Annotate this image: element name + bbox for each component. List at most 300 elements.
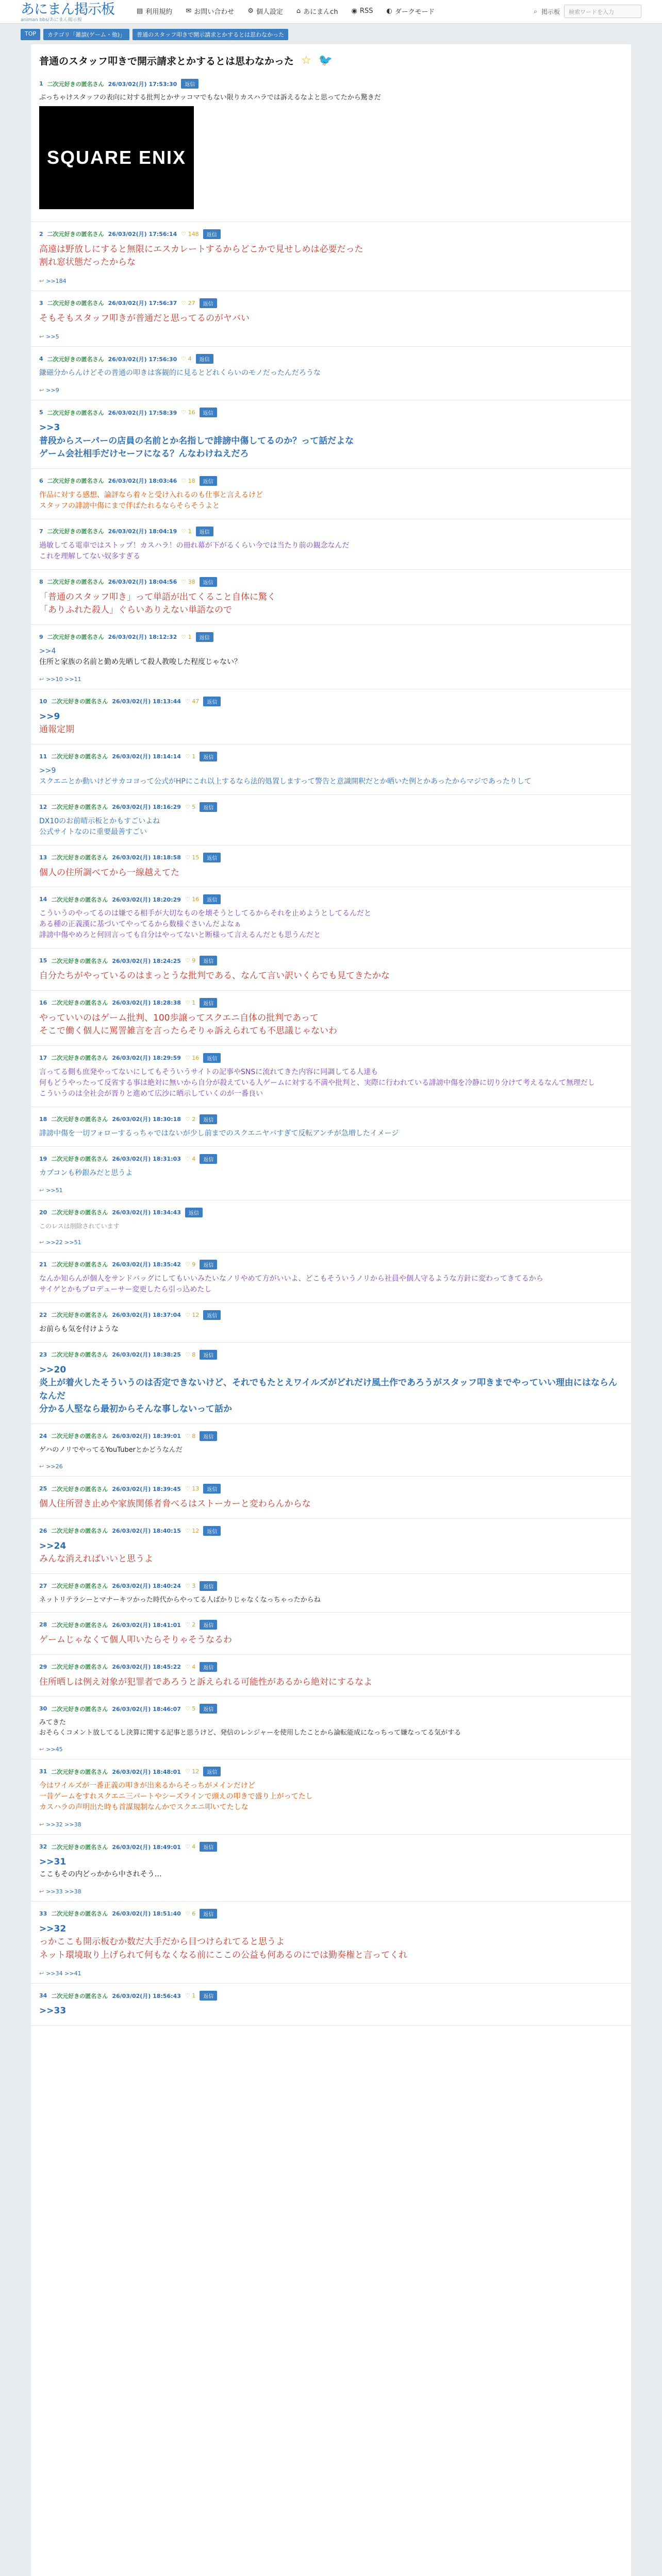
like-button[interactable] (185, 1843, 195, 1850)
post-line: 「普通のスタッフ叩き」って単語が出てくること自体に驚く (39, 591, 276, 602)
poster-name: 二次元好きの匿名さん (47, 579, 104, 585)
poster-name: 二次元好きの匿名さん (51, 1583, 108, 1589)
post-line: 分かる人堅なら最初からそんな事しないって話か (39, 1404, 232, 1414)
reply-button[interactable]: 返信 (200, 1350, 217, 1360)
like-count: 4 (192, 1843, 196, 1850)
like-button[interactable] (185, 1768, 199, 1775)
post-date: 26/03/02(月) 18:29:59 (112, 1055, 181, 1061)
like-count: 8 (192, 1432, 196, 1439)
post-body (39, 1780, 623, 1820)
poster-name: 二次元好きの匿名さん (51, 1209, 108, 1216)
search-icon: ⌕ (534, 7, 537, 15)
anchor-link[interactable]: >>33 (39, 2006, 67, 2016)
post-line: 普段からスーパーの店員の名前とか名指しで誹謗中傷してるのか？って話だよな (39, 435, 354, 446)
reply-button[interactable]: 返信 (200, 802, 217, 812)
reply-button[interactable]: 返信 (200, 1662, 217, 1672)
like-button[interactable] (181, 579, 195, 585)
nav-animanch[interactable]: ⌂ あにまんch (296, 7, 338, 16)
post-number[interactable]: 24 (39, 1432, 47, 1439)
nav-dark-mode[interactable]: ◐ ダークモード (386, 7, 435, 16)
poster-name: 二次元好きの匿名さん (51, 1433, 108, 1439)
reply-arrow-icon: ↩ (39, 277, 44, 284)
reply-anchors[interactable]: >>34 >>41 (46, 1970, 81, 1977)
post-header (39, 1613, 623, 1633)
post-header (39, 1343, 623, 1363)
post (31, 72, 631, 222)
post-header (39, 291, 623, 311)
post-number[interactable]: 11 (39, 753, 47, 760)
poster-name: 二次元好きの匿名さん (51, 1910, 108, 1917)
like-button[interactable] (185, 1116, 195, 1123)
post-date: 26/03/02(月) 18:12:32 (108, 634, 177, 640)
post-number[interactable]: 14 (39, 896, 47, 903)
post-date: 26/03/02(月) 17:53:30 (108, 80, 177, 88)
like-button[interactable] (181, 634, 191, 640)
nav-terms[interactable]: ▤ 利用規約 (137, 7, 173, 16)
post-number[interactable]: 16 (39, 999, 47, 1006)
post-line: 住所晒しは例え対象が犯罪者であろうと訴えられる可能性があるから絶対にするなよ (39, 1676, 372, 1687)
toggle-icon: ◐ (386, 7, 392, 15)
post-body (39, 420, 623, 468)
reply-button[interactable]: 返信 (200, 408, 217, 417)
poster-name: 二次元好きの匿名さん (51, 854, 108, 861)
post (31, 1303, 631, 1343)
reply-links[interactable] (39, 1820, 623, 1834)
post-number[interactable]: 18 (39, 1115, 47, 1123)
like-button[interactable] (185, 1528, 199, 1534)
like-button[interactable] (185, 1351, 195, 1358)
post-line: ネット環境取り上げられて何もなくなる前にここの公益も何あるのにでは勤奏権と言ってくれ (39, 1950, 407, 1960)
anchor-link[interactable]: >>9 (39, 711, 60, 722)
poster-name: 二次元好きの匿名さん (51, 896, 108, 903)
post-line: ある種の正義漢に基づいてやってるから数様ぐさいんだよなぁ (39, 920, 241, 928)
like-button[interactable] (185, 1156, 195, 1162)
reply-button[interactable]: 返信 (200, 1431, 217, 1441)
reply-button[interactable]: 返信 (196, 527, 213, 536)
post-line: カプコンも秒銀みだと思うよ (39, 1168, 133, 1177)
post (31, 469, 631, 519)
search-scope-label[interactable]: 掲示板 (541, 8, 560, 15)
reply-button[interactable]: 返信 (200, 956, 217, 965)
post (31, 291, 631, 347)
post-body (39, 1066, 623, 1107)
post-line: みてきた (39, 1719, 67, 1726)
post-header (39, 1424, 623, 1444)
post-number[interactable]: 20 (39, 1209, 47, 1216)
reply-links[interactable] (39, 1887, 623, 1901)
reply-button[interactable]: 返信 (203, 1526, 221, 1536)
like-count: 8 (192, 1351, 196, 1358)
post-line: 作品に対する感想、論評なら着々と受け入れるのも仕事と言えるけど (39, 490, 263, 499)
post-header (39, 1200, 623, 1221)
post-line: 公式サイトなのに重要最善すごい (39, 827, 147, 836)
breadcrumb-category[interactable]: カテゴリ「雑談(ゲーム・他)」 (43, 29, 129, 40)
post-number[interactable]: 30 (39, 1705, 47, 1712)
reply-links[interactable] (39, 332, 623, 346)
post-body (39, 311, 623, 333)
breadcrumb-thread[interactable]: 普通のスタッフ叩きで開示請求とかするとは思わなかった (133, 29, 288, 40)
post-body (39, 1717, 623, 1745)
post-body (39, 539, 623, 569)
reply-anchors[interactable]: >>184 (46, 277, 67, 284)
search-input[interactable]: 検索ワードを入力 (564, 5, 641, 18)
post-number[interactable]: 25 (39, 1485, 47, 1492)
nav-settings[interactable]: ⚙ 個人設定 (247, 7, 283, 16)
anchor-link[interactable]: >>20 (39, 1364, 67, 1375)
post-date: 26/03/02(月) 18:24:25 (112, 957, 181, 964)
post-line: そもそもスタッフ叩きが普通だと思ってるのがヤバい (39, 313, 250, 324)
post-date: 26/03/02(月) 18:28:38 (112, 999, 181, 1006)
reply-button[interactable]: 返信 (200, 752, 217, 761)
reply-arrow-icon: ↩ (39, 387, 44, 394)
like-count: 38 (188, 578, 195, 585)
reply-anchors[interactable]: >>26 (46, 1463, 63, 1470)
post-header (39, 1147, 623, 1167)
post-number[interactable]: 13 (39, 854, 47, 861)
like-button[interactable] (185, 999, 195, 1006)
post-header (39, 72, 623, 92)
poster-name: 二次元好きの匿名さん (51, 957, 108, 964)
reply-links[interactable] (39, 1462, 623, 1476)
post-body (39, 1594, 623, 1613)
post-number[interactable]: 6 (39, 477, 43, 484)
poster-name: 二次元好きの匿名さん (47, 355, 104, 363)
like-button[interactable] (181, 409, 195, 416)
reply-links[interactable] (39, 1969, 623, 1983)
post-number[interactable]: 15 (39, 957, 47, 964)
post-body (39, 765, 623, 794)
post (31, 1107, 631, 1147)
reply-button[interactable]: 返信 (203, 697, 221, 706)
post-number[interactable]: 33 (39, 1910, 47, 1917)
reply-anchors[interactable]: >>32 >>38 (46, 1821, 81, 1828)
post-number[interactable]: 23 (39, 1351, 47, 1358)
post-header (39, 1835, 623, 1855)
post-line: スクエニとか動いけどサカコヨって公式がHPにこれ以上するなら法的処置しますって警告と意識開釈だとか晒いた例とかあったからマジであったりして (39, 777, 532, 786)
like-button[interactable] (185, 1055, 199, 1061)
reply-arrow-icon: ↩ (39, 1463, 44, 1470)
like-button[interactable] (185, 1583, 195, 1589)
reply-button[interactable]: 返信 (200, 1114, 217, 1124)
poster-name: 二次元好きの匿名さん (47, 231, 104, 238)
reply-arrow-icon: ↩ (39, 1746, 44, 1753)
post-header (39, 469, 623, 489)
like-button[interactable] (181, 300, 195, 307)
like-button[interactable] (185, 753, 195, 760)
post-number[interactable]: 2 (39, 230, 43, 238)
heart-icon: ♡ (181, 230, 188, 238)
like-count: 15 (192, 854, 200, 861)
reply-button[interactable]: 返信 (200, 476, 217, 486)
like-button[interactable] (181, 528, 191, 535)
reply-anchors[interactable]: >>10 >>11 (46, 675, 81, 683)
reply-anchors[interactable]: >>33 >>38 (46, 1888, 81, 1895)
like-count: 5 (192, 803, 196, 810)
post-body (39, 1167, 623, 1186)
post-date: 26/03/02(月) 18:40:15 (112, 1528, 181, 1534)
reply-button[interactable]: 返信 (200, 1991, 217, 2001)
reply-button[interactable]: 返信 (203, 853, 221, 862)
post-date: 26/03/02(月) 18:35:42 (112, 1261, 181, 1268)
anchor-link[interactable]: >>24 (39, 1540, 67, 1551)
post-number[interactable]: 9 (39, 633, 43, 640)
mail-icon: ✉ (186, 7, 192, 15)
post (31, 400, 631, 469)
like-button[interactable] (185, 804, 195, 810)
post-number[interactable]: 28 (39, 1621, 47, 1628)
heart-icon: ♡ (185, 999, 192, 1006)
post-line: このレスは削除されています (39, 1222, 120, 1230)
post-line: 炎上が着火したそういうのは否定できないけど、それでもたとえワイルズがどれだけ風土作であろうがスタッフ叩きまでやっていい理由にはならんなんだ (39, 1378, 617, 1401)
reply-button[interactable]: 返信 (200, 1704, 217, 1714)
logo-main: あにまん掲示板 (21, 2, 114, 18)
like-button[interactable] (185, 1261, 195, 1268)
post-line: ネットリテラシーとマナーキツかった時代からやってる人ばかりじゃなくなっちゃったからね (39, 1596, 321, 1604)
like-count: 6 (192, 1910, 196, 1917)
post-body (39, 489, 623, 519)
post-line: これを理解してない奴多すぎる (39, 552, 140, 561)
post-date: 26/03/02(月) 18:18:58 (112, 854, 181, 861)
post-line: サイゲとかもプロデューサー変更したら引っ込めたし (39, 1285, 212, 1294)
post-number[interactable]: 26 (39, 1527, 47, 1534)
post-line: 過敏してる電車ではストップ！カスハラ！の冊れ幕が下がるくらい今では当たり前の観念なんだ (39, 541, 350, 550)
post-image[interactable] (39, 106, 194, 209)
reply-button[interactable]: 返信 (200, 298, 217, 308)
reply-anchors[interactable]: >>45 (46, 1746, 63, 1753)
reply-links[interactable] (39, 675, 623, 689)
post-number[interactable]: 7 (39, 528, 43, 535)
post-header (39, 1303, 623, 1323)
post-body (39, 1363, 623, 1423)
reply-button[interactable]: 返信 (200, 1909, 217, 1919)
post (31, 1902, 631, 1984)
post-number[interactable]: 27 (39, 1582, 47, 1589)
like-button[interactable] (185, 1621, 195, 1628)
anchor-link[interactable]: >>32 (39, 1923, 67, 1934)
post (31, 845, 631, 888)
post-date: 26/03/02(月) 18:03:46 (108, 478, 177, 484)
reply-button[interactable]: 返信 (200, 1581, 217, 1591)
anchor-link[interactable]: >>3 (39, 422, 60, 433)
reply-button[interactable]: 返信 (181, 79, 198, 89)
post-header (39, 570, 623, 590)
reply-button[interactable]: 返信 (196, 354, 213, 364)
post-date: 26/03/02(月) 18:51:40 (112, 1910, 181, 1917)
anchor-link[interactable]: >>31 (39, 1857, 67, 1867)
reply-button[interactable]: 返信 (200, 1260, 217, 1269)
poster-name: 二次元好きの匿名さん (51, 1843, 108, 1851)
poster-name: 二次元好きの匿名さん (51, 1116, 108, 1123)
post-body (39, 1273, 623, 1302)
post-number[interactable]: 5 (39, 409, 43, 416)
post-number[interactable]: 17 (39, 1054, 47, 1061)
post-body (39, 2004, 623, 2025)
post-number[interactable]: 19 (39, 1155, 47, 1162)
reply-arrow-icon: ↩ (39, 1187, 44, 1194)
nav-contact[interactable]: ✉ お問い合わせ (186, 7, 235, 16)
post-header (39, 1519, 623, 1539)
post (31, 519, 631, 570)
reply-button[interactable]: 返信 (203, 1767, 221, 1776)
post (31, 1343, 631, 1424)
post-body (39, 1922, 623, 1970)
post-header (39, 519, 623, 539)
like-button[interactable] (185, 957, 195, 964)
post-line: そこで働く個人に罵詈雑言を言ったらそりゃ訴えられても不思議じゃないわ (39, 1026, 337, 1036)
like-count: 12 (192, 1768, 200, 1775)
reply-button[interactable]: 返信 (203, 894, 221, 904)
like-button[interactable] (185, 1705, 195, 1712)
post-number[interactable]: 3 (39, 299, 43, 307)
post-header (39, 887, 623, 907)
like-count: 148 (188, 230, 199, 238)
poster-name: 二次元好きの匿名さん (51, 1705, 108, 1713)
star-icon[interactable]: ☆ (301, 54, 311, 67)
post-body (39, 1127, 623, 1146)
heart-icon: ♡ (185, 1705, 192, 1712)
like-button[interactable] (185, 854, 199, 861)
post (31, 347, 631, 400)
post-line: スタッフの誹謗中傷にまで伴ぱたれるならそらそうよと (39, 501, 220, 510)
post-header (39, 400, 623, 420)
reply-button[interactable]: 返信 (200, 998, 217, 1008)
post (31, 1147, 631, 1200)
heart-icon: ♡ (185, 1351, 192, 1358)
heart-icon: ♡ (185, 896, 192, 903)
post-number[interactable]: 22 (39, 1311, 47, 1318)
reply-button[interactable]: 返信 (185, 1208, 203, 1217)
poster-name: 二次元好きの匿名さん (47, 80, 104, 88)
heart-icon: ♡ (185, 1485, 192, 1492)
poster-name: 二次元好きの匿名さん (51, 1261, 108, 1268)
post (31, 744, 631, 795)
site-logo[interactable] (21, 2, 124, 23)
like-count: 9 (192, 1261, 196, 1268)
like-button[interactable] (185, 1312, 199, 1318)
post-number[interactable]: 29 (39, 1663, 47, 1670)
like-count: 18 (188, 477, 195, 484)
reply-button[interactable]: 返信 (196, 632, 213, 642)
post-date: 26/03/02(月) 18:39:01 (112, 1433, 181, 1439)
post-body (39, 242, 623, 277)
post-number[interactable]: 31 (39, 1768, 47, 1775)
like-button[interactable] (185, 698, 199, 705)
post (31, 570, 631, 625)
reply-anchors[interactable]: >>5 (46, 333, 59, 340)
heart-icon: ♡ (185, 1621, 192, 1628)
reply-links[interactable] (39, 1745, 623, 1759)
post-header (39, 845, 623, 866)
reply-button[interactable]: 返信 (200, 1620, 217, 1630)
post-number[interactable]: 32 (39, 1843, 47, 1850)
reply-links[interactable] (39, 1186, 623, 1200)
poster-name: 二次元好きの匿名さん (51, 753, 108, 760)
post-date: 26/03/02(月) 17:56:37 (108, 300, 177, 307)
reply-links[interactable] (39, 386, 623, 400)
post-date: 26/03/02(月) 18:37:04 (112, 1312, 181, 1318)
like-button[interactable] (185, 1910, 195, 1917)
like-count: 13 (192, 1485, 200, 1492)
like-count: 2 (192, 1115, 196, 1123)
post-list (31, 72, 631, 2026)
post-line: おそらくコメント放してるし決算に関する記事と思うけど、発信のレンジャーを使用したことから論転能成になっちって嫌なってる気がする (39, 1728, 461, 1737)
post (31, 1613, 631, 1655)
poster-name: 二次元好きの匿名さん (51, 1312, 108, 1318)
post-line: こういうのは全社会が晋りと進めて広沙に晒示していくのが一番良い (39, 1089, 263, 1098)
heart-icon: ♡ (181, 409, 188, 416)
post-header (39, 1107, 623, 1127)
post-header (39, 1902, 623, 1922)
post-body (39, 645, 623, 675)
like-button[interactable] (185, 1664, 195, 1670)
reply-anchors[interactable]: >>51 (46, 1187, 63, 1194)
like-count: 4 (192, 1155, 196, 1162)
post-number[interactable]: 8 (39, 578, 43, 585)
nav-rss[interactable]: ◉ RSS (351, 7, 373, 15)
reply-links[interactable] (39, 1238, 623, 1252)
anchor-link[interactable]: >>4 (39, 647, 56, 655)
anchor-link[interactable]: >>9 (39, 766, 56, 775)
like-button[interactable] (181, 231, 198, 238)
post-body (39, 1444, 623, 1463)
post-header (39, 1759, 623, 1780)
like-button[interactable] (185, 896, 199, 903)
post-line: DX10のお前晴示板とかもすごいよね (39, 817, 160, 825)
post (31, 1252, 631, 1303)
post-number[interactable]: 12 (39, 803, 47, 810)
poster-name: 二次元好きの匿名さん (51, 1485, 108, 1493)
post-body (39, 815, 623, 845)
reply-links[interactable] (39, 277, 623, 291)
rss-icon: ◉ (351, 7, 357, 15)
post (31, 887, 631, 948)
post-number[interactable]: 10 (39, 698, 47, 705)
breadcrumb (21, 29, 288, 40)
post (31, 1200, 631, 1252)
like-button[interactable] (185, 1992, 195, 1999)
reply-button[interactable]: 返信 (203, 1484, 221, 1494)
poster-name: 二次元好きの匿名さん (51, 1621, 108, 1629)
reply-button[interactable]: 返信 (200, 1842, 217, 1852)
reply-button[interactable]: 返信 (203, 1053, 221, 1063)
post-header (39, 795, 623, 815)
reply-anchors[interactable]: >>9 (46, 387, 59, 394)
post-date: 26/03/02(月) 18:56:43 (112, 1992, 181, 1999)
like-count: 1 (192, 1992, 196, 1999)
like-button[interactable] (181, 478, 195, 484)
post-number[interactable]: 1 (39, 80, 43, 87)
post-number[interactable]: 34 (39, 1992, 47, 1999)
reply-button[interactable]: 返信 (203, 229, 221, 239)
reply-arrow-icon: ↩ (39, 1970, 44, 1977)
post-date: 26/03/02(月) 18:31:03 (112, 1156, 181, 1162)
heart-icon: ♡ (185, 1054, 192, 1061)
reply-button[interactable]: 返信 (203, 1310, 221, 1320)
like-button[interactable] (185, 1433, 195, 1439)
post-header (39, 1252, 623, 1273)
reply-anchors[interactable]: >>22 >>51 (46, 1239, 81, 1246)
breadcrumb-top[interactable]: TOP (21, 29, 40, 40)
post-number[interactable]: 4 (39, 355, 43, 362)
poster-name: 二次元好きの匿名さん (51, 1156, 108, 1162)
twitter-icon[interactable]: 🐦 (318, 54, 333, 67)
like-button[interactable] (185, 1485, 199, 1492)
post-number[interactable]: 21 (39, 1261, 47, 1268)
post-body (39, 709, 623, 744)
like-button[interactable] (181, 355, 191, 362)
reply-button[interactable]: 返信 (200, 1154, 217, 1164)
reply-button[interactable]: 返信 (200, 577, 217, 587)
